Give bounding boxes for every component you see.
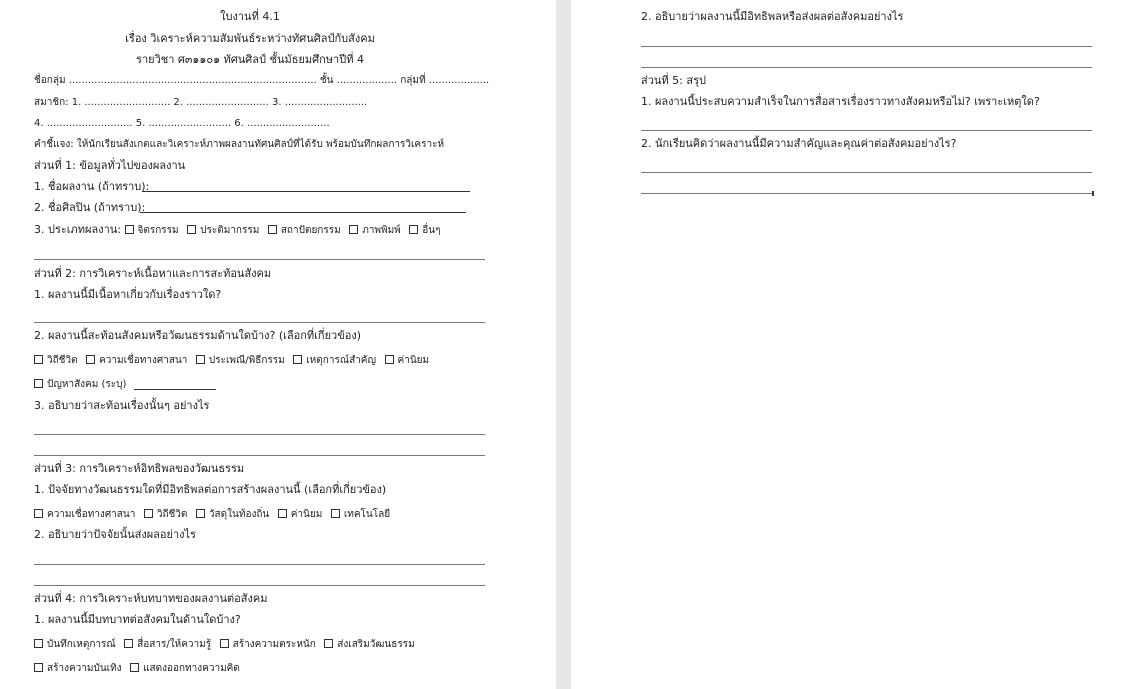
checkbox[interactable] bbox=[130, 663, 139, 672]
section-4-question-1: 1. ผลงานนี้มีบทบาทต่อสังคมในด้านใดบ้าง? bbox=[34, 613, 241, 626]
members-line-1: สมาชิก: 1. ........................... 2. .......................... 3. .......................... bbox=[34, 97, 368, 108]
checkbox[interactable] bbox=[34, 355, 43, 364]
writing-line bbox=[34, 434, 485, 435]
writing-line bbox=[641, 46, 1092, 47]
checkbox[interactable] bbox=[293, 355, 302, 364]
section-2-heading: ส่วนที่ 2: การวิเคราะห์เนื้อหาและการสะท้อนสังคม bbox=[34, 267, 272, 280]
writing-line bbox=[641, 67, 1092, 68]
writing-line bbox=[641, 130, 1092, 131]
checkbox[interactable] bbox=[196, 509, 205, 518]
worksheet-subtitle: เรื่อง วิเคราะห์ความสัมพันธ์ระหว่างทัศนศิลป์กับสังคม bbox=[125, 32, 375, 45]
section-2-question-2: 2. ผลงานนี้สะท้อนสังคมหรือวัฒนธรรมด้านใดบ้าง? (เลือกที่เกี่ยวข้อง) bbox=[34, 329, 361, 342]
section-5-heading: ส่วนที่ 5: สรุป bbox=[641, 74, 706, 87]
section-4-heading: ส่วนที่ 4: การวิเคราะห์บทบาทของผลงานต่อสังคม bbox=[34, 592, 268, 605]
option-label: ส่งเสริมวัฒนธรรม bbox=[337, 639, 415, 650]
section-3-heading: ส่วนที่ 3: การวิเคราะห์อิทธิพลของวัฒนธรรม bbox=[34, 462, 245, 475]
section-3-question-2: 2. อธิบายว่าปัจจัยนั้นส่งผลอย่างไร bbox=[34, 528, 196, 541]
document-page-right bbox=[571, 0, 1121, 689]
section-4-options-row-2 bbox=[34, 661, 245, 676]
writing-line bbox=[34, 564, 485, 565]
writing-line bbox=[34, 259, 485, 260]
writing-line bbox=[641, 193, 1092, 194]
checkbox[interactable] bbox=[125, 225, 134, 234]
answer-underline bbox=[142, 191, 470, 192]
checkbox[interactable] bbox=[268, 225, 277, 234]
section-4-options-row-1 bbox=[34, 637, 420, 652]
checkbox[interactable] bbox=[324, 639, 333, 648]
option-label: สร้างความตระหนัก bbox=[232, 639, 316, 650]
section-1-question-1: 1. ชื่อผลงาน (ถ้าทราบ): bbox=[34, 180, 150, 193]
checkbox[interactable] bbox=[278, 509, 287, 518]
checkbox[interactable] bbox=[124, 639, 133, 648]
option-label: วิถีชีวิต bbox=[47, 355, 78, 366]
members-line-2: 4. ........................... 5. .......................... 6. .......................... bbox=[34, 118, 330, 129]
option-label: เทคโนโลยี bbox=[343, 509, 391, 520]
option-label: ประเพณี/พิธีกรรม bbox=[208, 355, 285, 366]
section-4-question-2: 2. อธิบายว่าผลงานนี้มีอิทธิพลหรือส่งผลต่อสังคมอย่างไร bbox=[641, 10, 904, 23]
section-2-other-option bbox=[34, 377, 126, 392]
option-label: จิตรกรรม bbox=[137, 225, 179, 236]
section-1-question-3 bbox=[34, 223, 446, 238]
option-label: ประติมากรรม bbox=[200, 225, 260, 236]
checkbox[interactable] bbox=[34, 639, 43, 648]
writing-line bbox=[34, 455, 485, 456]
option-label: สถาปัตยกรรม bbox=[280, 225, 341, 236]
option-label: สื่อสาร/ให้ความรู้ bbox=[137, 639, 212, 650]
instruction-text: คำชี้แจง: ให้นักเรียนสังเกตและวิเคราะห์ภาพผลงานทัศนศิลป์ที่ได้รับ พร้อมบันทึกผลการวิเคราะห์ bbox=[34, 139, 445, 150]
document-page-left bbox=[0, 0, 556, 689]
option-label: ความเชื่อทางศาสนา bbox=[47, 509, 136, 520]
section-1-heading: ส่วนที่ 1: ข้อมูลทั่วไปของผลงาน bbox=[34, 159, 186, 172]
checkbox[interactable] bbox=[34, 509, 43, 518]
option-label: วิถีชีวิต bbox=[156, 509, 188, 520]
checkbox[interactable] bbox=[86, 355, 95, 364]
answer-underline bbox=[140, 212, 466, 213]
checkbox[interactable] bbox=[220, 639, 229, 648]
section-3-options bbox=[34, 507, 395, 522]
worksheet-title: ใบงานที่ 4.1 bbox=[220, 10, 280, 23]
option-label: ภาพพิมพ์ bbox=[362, 225, 401, 236]
checkbox[interactable] bbox=[409, 225, 418, 234]
checkbox[interactable] bbox=[34, 663, 43, 672]
writing-line bbox=[641, 172, 1092, 173]
section-2-question-1: 1. ผลงานนี้มีเนื้อหาเกี่ยวกับเรื่องราวใด? bbox=[34, 288, 222, 301]
answer-underline bbox=[134, 389, 216, 390]
option-label: แสดงออกทางความคิด bbox=[143, 663, 240, 674]
checkbox[interactable] bbox=[187, 225, 196, 234]
section-5-question-2: 2. นักเรียนคิดว่าผลงานนี้มีความสำคัญและคุณค่าต่อสังคมอย่างไร? bbox=[641, 137, 957, 150]
section-2-question-3: 3. อธิบายว่าสะท้อนเรื่องนั้นๆ อย่างไร bbox=[34, 399, 210, 412]
option-label: เหตุการณ์สำคัญ bbox=[306, 355, 377, 366]
course-line: รายวิชา ศ๓๑๑๐๑ ทัศนศิลป์ ชั้นมัธยมศึกษาปีที่ 4 bbox=[136, 53, 364, 66]
option-label: สร้างความบันเทิง bbox=[47, 663, 122, 674]
option-label: บันทึกเหตุการณ์ bbox=[47, 639, 116, 650]
writing-line bbox=[34, 585, 485, 586]
checkbox[interactable] bbox=[349, 225, 358, 234]
group-line: ชื่อกลุ่ม .............................................................................. ชั้น ................... กลุ่มที่ ................... bbox=[34, 75, 490, 86]
checkbox[interactable] bbox=[385, 355, 394, 364]
option-label: อื่นๆ bbox=[422, 225, 441, 236]
option-label: ค่านิยม bbox=[397, 355, 430, 366]
question-label: 3. ประเภทผลงาน: bbox=[34, 223, 122, 236]
checkbox[interactable] bbox=[144, 509, 153, 518]
section-1-question-2: 2. ชื่อศิลปิน (ถ้าทราบ): bbox=[34, 201, 146, 214]
section-5-question-1: 1. ผลงานนี้ประสบความสำเร็จในการสื่อสารเรื่องราวทางสังคมหรือไม่? เพราะเหตุใด? bbox=[641, 95, 1040, 108]
text-cursor bbox=[1092, 191, 1094, 196]
section-3-question-1: 1. ปัจจัยทางวัฒนธรรมใดที่มีอิทธิพลต่อการสร้างผลงานนี้ (เลือกที่เกี่ยวข้อง) bbox=[34, 483, 387, 496]
option-label: ค่านิยม bbox=[290, 509, 323, 520]
option-label: ปัญหาสังคม (ระบุ) bbox=[47, 379, 127, 390]
writing-line bbox=[34, 322, 485, 323]
option-label: วัสดุในท้องถิ่น bbox=[208, 509, 270, 520]
checkbox[interactable] bbox=[331, 509, 340, 518]
checkbox[interactable] bbox=[196, 355, 205, 364]
option-label: ความเชื่อทางศาสนา bbox=[99, 355, 188, 366]
section-2-options bbox=[34, 353, 434, 368]
checkbox[interactable] bbox=[34, 379, 43, 388]
